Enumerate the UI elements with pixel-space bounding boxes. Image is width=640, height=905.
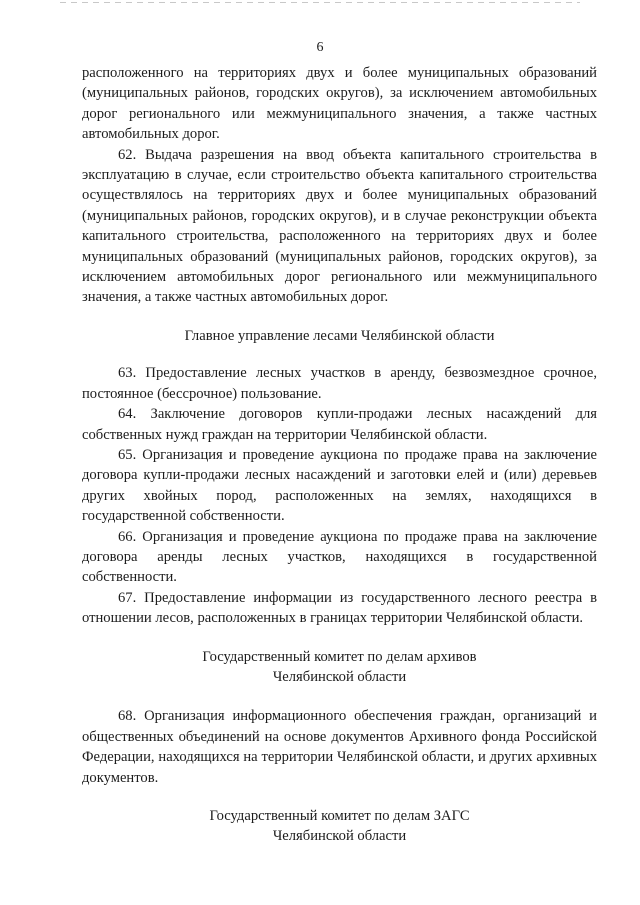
paragraph-68: 68. Организация информационного обеспечения граждан, организаций и общественных объединений на основе документов Архивного фонда Российской Федерации, находящихся на территории Челябинской области, и других архивных документов. [82, 708, 597, 786]
paragraph-64: 64. Заключение договоров купли-продажи лесных насаждений для собственных нужд граждан на территории Челябинской области. [82, 406, 597, 443]
section-heading-zags-line1: Государственный комитет по делам ЗАГС [209, 808, 470, 824]
paragraph-62: 62. Выдача разрешения на ввод объекта капитального строительства в эксплуатацию в случае, если строительство объекта капитального строительства осуществлялось на территориях двух и более муниципальных образований (муниципальных районов, городских округов), и в случае реконструкции объекта капитального строительства, расположенного на территориях двух и более муниципальных образований (муниципальных районов, городских округов), за исключением автомобильных дорог регионального или межмуниципального значения, а также частных автомобильных дорог. [82, 146, 597, 306]
section-heading-zags [82, 806, 597, 847]
paragraph-66: 66. Организация и проведение аукциона по продаже права на заключение договора аренды лесных участков, находящихся в государственной собственности. [82, 528, 597, 586]
paragraph-67: 67. Предоставление информации из государственного лесного реестра в отношении лесов, расположенных в границах территории Челябинской области. [82, 589, 597, 627]
scan-header-artifact [60, 2, 580, 3]
paragraph-continuation: расположенного на территориях двух и более муниципальных образований (муниципальных районов, городских округов), за исключением автомобильных дорог регионального или межмуниципального значения, а также частных автомобильных дорог. [82, 65, 597, 143]
section-heading-forest: Главное управление лесами Челябинской области [184, 327, 495, 344]
page-number: 6 [316, 40, 324, 55]
section-heading-zags-line2: Челябинской области [272, 828, 407, 845]
paragraph-65: 65. Организация и проведение аукциона по продаже права на заключение договора купли-продажи лесных насаждений и заготовки елей и (или) деревьев других хвойных пород, расположенных на землях, находящихся в государственной собственности. [82, 446, 597, 525]
section-heading-archives [82, 647, 597, 688]
section-heading-archives-line1: Государственный комитет по делам архивов [202, 648, 477, 665]
paragraph-63: 63. Предоставление лесных участков в аренду, безвозмездное срочное, постоянное (бессрочное) пользование. [82, 365, 597, 402]
page-content [82, 63, 597, 847]
section-heading-archives-line2: Челябинской области [272, 668, 407, 685]
